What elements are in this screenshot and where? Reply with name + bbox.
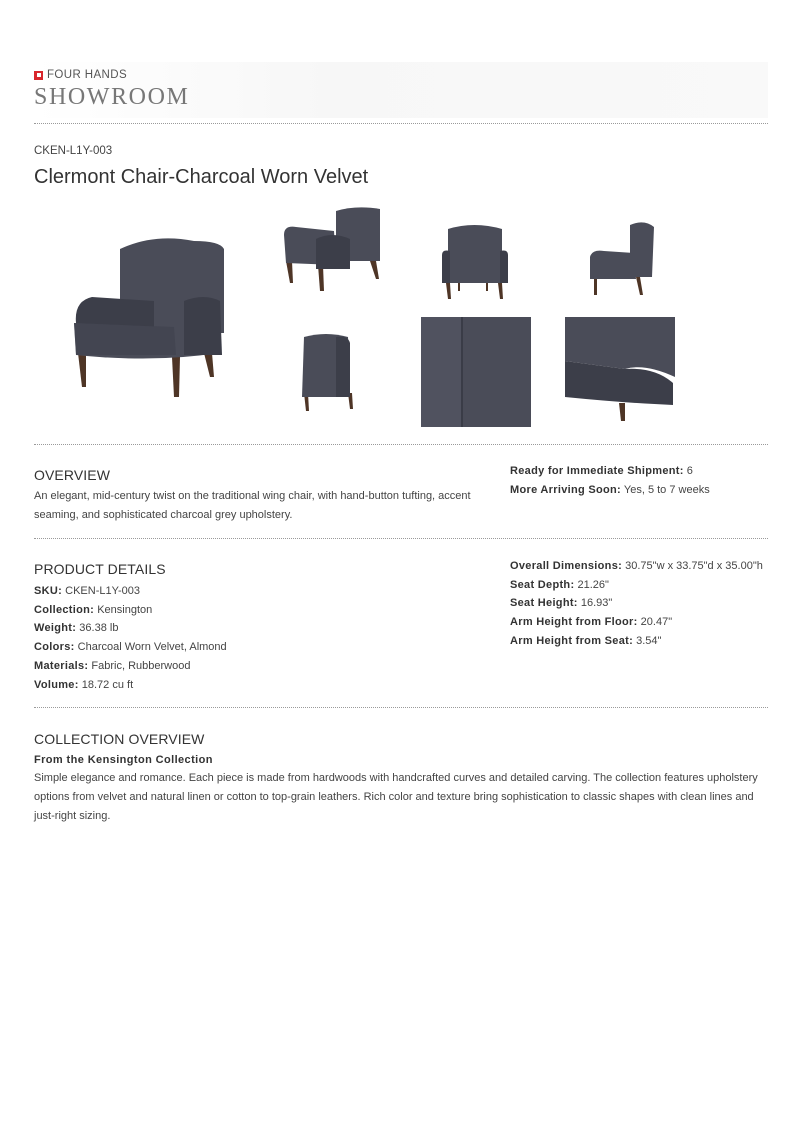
- product-title: Clermont Chair-Charcoal Worn Velvet: [34, 166, 369, 188]
- detail-row: [34, 638, 227, 657]
- availability-list: [510, 462, 710, 499]
- detail-row: [510, 613, 763, 632]
- spec-label: Seat Height:: [510, 597, 578, 610]
- spec-value: 18.72 cu ft: [81, 678, 134, 691]
- product-sku: CKEN-L1Y-003: [34, 145, 113, 157]
- detail-row: [34, 601, 227, 620]
- brand-name: FOUR HANDS: [47, 69, 128, 81]
- product-photo-main: [34, 205, 268, 427]
- product-photo-angle: [276, 205, 384, 307]
- product-photo-arm-detail: [565, 317, 675, 427]
- overview-text: An elegant, mid-century twist on the traditional wing chair, with hand-button tufting, accent seaming, and sophisticated charcoal grey upholstery.: [34, 490, 471, 521]
- spec-value: 30.75"w x 33.75"d x 35.00"h: [625, 560, 763, 572]
- spec-value: 16.93": [580, 597, 613, 610]
- overview-heading: OVERVIEW: [34, 467, 111, 483]
- spec-label: Weight:: [34, 622, 77, 635]
- availability-row: [510, 481, 710, 500]
- detail-row: [34, 657, 227, 676]
- divider: [34, 538, 768, 539]
- showroom-title: SHOWROOM: [34, 84, 190, 110]
- divider: [34, 123, 768, 124]
- product-photo-front: [418, 205, 526, 307]
- product-photo-fabric-detail: [421, 317, 531, 427]
- details-left-list: [34, 582, 227, 694]
- spec-value: 36.38 lb: [79, 622, 119, 635]
- spec-label: Overall Dimensions:: [510, 560, 623, 572]
- spec-value: 20.47": [640, 616, 673, 629]
- collection-subheading: From the Kensington Collection: [34, 754, 213, 766]
- detail-row: [510, 632, 763, 651]
- divider: [34, 444, 768, 445]
- spec-value: 6: [686, 465, 693, 477]
- collection-text: Simple elegance and romance. Each piece is made from hardwoods with handcrafted curves and detailed carving. The collection features upholstery options from velvet and natural linen or cotton to top-grain leathers. Rich color and texture bring sophistication to classic shapes with clean lines and just-right sizing.: [34, 772, 758, 822]
- product-details-heading: PRODUCT DETAILS: [34, 561, 166, 577]
- spec-label: Arm Height from Floor:: [510, 616, 638, 629]
- spec-label: Colors:: [34, 641, 75, 654]
- spec-label: More Arriving Soon:: [510, 483, 622, 496]
- details-right-list: [510, 557, 763, 651]
- spec-value: CKEN-L1Y-003: [65, 585, 140, 597]
- spec-value: Charcoal Worn Velvet, Almond: [77, 641, 227, 654]
- spec-value: Yes, 5 to 7 weeks: [623, 483, 710, 496]
- brand-mark-icon: [34, 71, 43, 80]
- header: [34, 62, 768, 118]
- spec-label: SKU:: [34, 585, 63, 597]
- spec-label: Collection:: [34, 603, 95, 616]
- product-photo-side: [564, 205, 672, 307]
- spec-value: Kensington: [97, 603, 153, 616]
- detail-row: [510, 557, 763, 576]
- detail-row: [510, 576, 763, 595]
- collection-overview-heading: COLLECTION OVERVIEW: [34, 731, 205, 747]
- spec-value: Fabric, Rubberwood: [91, 659, 191, 672]
- spec-label: Ready for Immediate Shipment:: [510, 465, 684, 477]
- detail-row: [34, 582, 227, 601]
- divider: [34, 707, 768, 708]
- product-photo-back: [276, 317, 384, 427]
- spec-label: Volume:: [34, 678, 79, 691]
- spec-label: Arm Height from Seat:: [510, 634, 634, 647]
- detail-row: [510, 594, 763, 613]
- spec-sheet-page: [34, 0, 768, 1134]
- spec-value: 3.54": [636, 634, 662, 647]
- availability-row: [510, 462, 710, 481]
- spec-label: Materials:: [34, 659, 89, 672]
- brand-logo: [34, 69, 127, 81]
- spec-value: 21.26": [577, 578, 609, 591]
- detail-row: [34, 676, 227, 695]
- detail-row: [34, 619, 227, 638]
- product-gallery: [34, 205, 768, 429]
- spec-label: Seat Depth:: [510, 578, 575, 591]
